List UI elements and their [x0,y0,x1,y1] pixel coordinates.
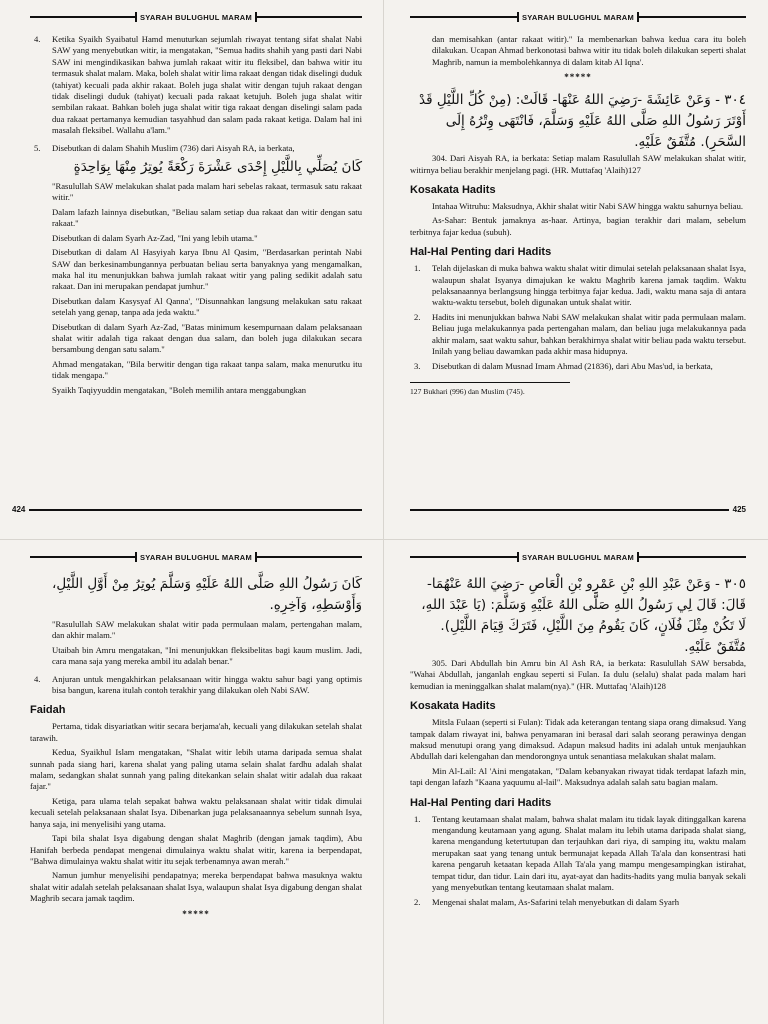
list-item: 4. Ketika Syaikh Syaibatul Hamd menuturkan sejumlah riwayat tentang sifat shalat Nabi SAW yang menyebutkan witir, ia mengatakan, "Semua hadits shahih yang pasti dari Nabi SAW ini mengindikasikan bahwa jumlah rakaat witir itu fleksibel, dan bahwa witir itu termasuk shalat malam. Maka, boleh shalat witir lima rakaat dengan tidak diselingi duduk (tahiyat) kecuali pada akhir rakaat. Boleh juga shalat witir dengan tujuh rakaat dengan tidak diselingi duduk (tahiyat) kecuali pada rakaat ketujuh. Boleh juga shalat witir sembilan rakaat. Bahkan boleh juga shalat witir tiga rakaat dengan diselingi salam pada dua rakaat pertamanya kemudian tasyahhud dan salam pada rakaat ketiga. Dalam hal ini masalah fleksibel. Wallahu a'lam." [34,34,362,136]
hadith-translation: 305. Dari Abdullah bin Amru bin Al Ash RA, ia berkata: Rasulullah SAW bersabda, "Wahai Abdullah, janganlah engkau seperti si Fulan. Ia dulu (selalu) shalat pada malam hari kemudian ia meninggalkan shalat malam(nya)." (HR. Muttafaq 'Alaih)128 [410,658,746,691]
running-header-title: SYARAH BULUGHUL MARAM [521,552,635,562]
running-header [410,548,746,566]
paragraph: Syaikh Taqiyyuddin mengatakan, "Boleh memilih antara menggabungkan [52,384,307,395]
section-heading: Kosakata Hadits [410,184,496,197]
running-header-title: SYARAH BULUGHUL MARAM [139,552,253,562]
arabic-hadith: ٣٠٤ - وَعَنْ عَائِشَةَ -رَضِيَ اللهُ عَنْهَا- قَالَتْ: (مِنْ كُلِّ اللَّيْلِ قَدْ أَوْتَرَ رَسُولُ اللهِ صَلَّى اللهُ عَلَيْهِ وَسَلَّمَ، فَانْتَهَى وِتْرُهُ إِلَى السَّحَرِ). مُتَّفَقٌ عَلَيْهِ. [419,92,746,151]
paragraph: Disebutkan di dalam Syarh Az-Zad, "Batas minimum kesempurnaan dalam pelaksanaan shalat witir adalah tiga rakaat dengan dua salam, dan boleh juga dilakukan secara bersambung dengan satu salam." [52,321,362,355]
list-item: 1. Telah dijelaskan di muka bahwa waktu shalat witir dimulai setelah pelaksanaan shalat Isya, walaupun shalat Isyanya dimajukan ke waktu Maghrib karena jamak taqdim. Waktu pelaksanaannya berlangsung hingga terbitnya fajar kedua. Jadi, waktu mana saja di antara waktu-waktu tersebut, boleh digunakan untuk shalat witir. [414,263,746,308]
running-header [410,8,746,26]
arabic-hadith: كَانَ يُصَلِّي بِاللَّيْلِ إِحْدَى عَشْرَةَ رَكْعَةً يُوتِرُ مِنْهَا بِوَاحِدَةٍ [73,159,362,176]
numbered-list [410,814,746,908]
section-separator: ***** [564,72,592,83]
numbered-list [30,674,362,697]
page-number: 425 [732,505,746,514]
vocabulary-entry: As-Sahar: Bentuk jamaknya as-haar. Artinya, bagian terakhir dari malam, sebelum terbitnya fajar kedua (subuh). [410,215,746,237]
paragraph: Tapi bila shalat Isya digabung dengan shalat Maghrib (dengan jamak taqdim), Abu Hanifah berbeda pendapat mengenai dimulainya waktu shalat witir, karena ia berpendapat, "Bahwa dimulainya waktu shalat witir itu sejak terbenamnya awan merah." [30,833,362,866]
paragraph: Ketiga, para ulama telah sepakat bahwa waktu pelaksanaan shalat witir tidak dimulai kecuali setelah pelaksanaan shalat Isya. Dibenarkan juga pelaksanaannya sebelum sunnah Isya, hanya saja, ini menyelisihi yang utama. [30,795,362,829]
paragraph: Pertama, tidak disyariatkan witir secara berjama'ah, kecuali yang dilakukan setelah shalat tarawih. [30,721,362,743]
vocabulary-entry: Mitsla Fulaan (seperti si Fulan): Tidak ada keterangan tentang siapa orang dimaksud. Yang tampak dalam riwayat ini, bahwa penyamaran ini berasal dari salah seorang perawinya dengan maksud menutupi orang yang dimaksud. Adapun maksud hadits ini adalah untuk menjauhkan Abdullah dari kelengahan dan mendorongnya untuk senantiasa melakukan shalat malam. [410,717,746,762]
list-item: 4. Anjuran untuk mengakhirkan pelaksanaan witir hingga waktu sahur bagi yang optimis bisa bangun, karena itulah contoh terakhir yang dilakukan oleh Nabi SAW. [34,673,362,696]
list-item: 1. Tentang keutamaan shalat malam, bahwa shalat malam itu tidak layak ditinggalkan karena mengandung keutamaan yang agung. Shalat malam itu lebih utama daripada shalat siang, karena mengandung ketertutupan dan terjauhkan dari riya, di samping itu, waktu malam merupakan saat yang tenang untuk bermunajat kepada Allah Ta'ala dan konsentrasi hati karena pengaruh ketaatan kepada Allah Ta'ala yang mampu mengesampingkan istirahat, tempat tidur, dan tidur. Lain dari itu, ayat-ayat dan hadits-hadits yang mulia banyak sekali yang menyebutkan tentang keutamaan shalat malam. [414,813,746,893]
section-separator: ***** [182,908,210,919]
paragraph: Disebutkan di dalam Al Hasyiyah karya Ibnu Al Qasim, "Berdasarkan perintah Nabi SAW dan berkesinambungannya perbuatan beliau serta banyaknya yang mengamalkan, maka hal itu menunjukkan bahwa jumlah rakaat witir yang paling sedikit adalah satu rakaat. Dan ini merupakan pendapat jumhur." [52,247,362,292]
paragraph: Ahmad mengatakan, "Bila berwitir dengan tiga rakaat tanpa salam, maka menurutku itu tidak mengapa." [52,358,362,381]
section-heading: Hal-Hal Penting dari Hadits [410,246,552,259]
list-item: 5. Disebutkan di dalam Shahih Muslim (736) dari Aisyah RA, ia berkata, [34,142,295,153]
paragraph: Disebutkan di dalam Syarh Az-Zad, "Ini yang lebih utama." [52,232,258,243]
running-header-title: SYARAH BULUGHUL MARAM [521,12,635,22]
running-header-title: SYARAH BULUGHUL MARAM [139,12,253,22]
paragraph: Namun jumhur menyelisihi pendapatnya; mereka berpendapat bahwa masuknya waktu shalat witir adalah setelah pelaksanaan shalat Isya, walaupun shalat Isya digabung dengan shalat Maghrib secara jamak taqdim. [30,870,362,904]
paragraph: dan memisahkan (antar rakaat witir)." Ia membenarkan bahwa kedua cara itu boleh dilakukan. Ucapan Ahmad berkonotasi bahwa witir itu tidak boleh dilakukan seperti shalat Maghrib, namun ia membolehkannya di dalam kitab Al Iqna'. [432,34,746,67]
hadith-translation: 304. Dari Aisyah RA, ia berkata: Setiap malam Rasulullah SAW melakukan shalat witir, witirnya beliau berakhir menjelang pagi. (HR. Muttafaq 'Alaih)127 [410,153,746,175]
page-footer [384,505,768,514]
list-item: 2. Hadits ini menunjukkan bahwa Nabi SAW melakukan shalat witir pada permulaan malam. Beliau juga melakukannya pada pertengahan malam, dan beliau juga melakukannya pada akhir malam, saat waktu sahur, bahkan berakhirnya shalat witir beliau pada waktu tersebut. Inilah yang beliau dawamkan pada akhir masa hidupnya. [414,311,746,357]
section-heading: Kosakata Hadits [410,700,496,713]
list-item: 2. Mengenai shalat malam, As-Safarini telah menyebutkan di dalam Syarh [414,896,679,907]
list-item: 3. Disebutkan di dalam Musnad Imam Ahmad (21836), dari Abu Mas'ud, ia berkata, [414,360,713,371]
paragraph: "Rasulullah SAW melakukan shalat pada malam hari sebelas rakaat, termasuk satu rakaat witir." [52,181,362,203]
numbered-list [410,263,746,372]
page-425 [384,0,768,540]
arabic-hadith: كَانَ رَسُولُ اللهِ صَلَّى اللهُ عَلَيْهِ وَسَلَّمَ يُوتِرُ مِنْ أَوَّلِ اللَّيْلِ، وَأَوْسَطِهِ، وَآخِرِهِ. [52,576,362,613]
paragraph: Disebutkan dalam Kasysyaf Al Qanna', "Disunnahkan langsung melakukan satu rakaat setelah yang genap, tanpa ada jeda waktu." [52,295,362,318]
paragraph: Utaibah bin Amru mengatakan, "Ini menunjukkan fleksibelitas bagi kaum muslim. Jadi, cara mana saja yang mereka ambil itu adalah benar." [52,644,362,667]
running-header [30,548,362,566]
page-424 [0,0,384,540]
running-header [30,8,362,26]
page-427 [384,540,768,1024]
section-heading: Hal-Hal Penting dari Hadits [410,796,552,809]
footnote-rule [410,382,570,383]
section-heading: Faidah [30,704,66,717]
arabic-hadith: ٣٠٥ - وَعَنْ عَبْدِ اللهِ بْنِ عَمْرِو بْنِ الْعَاصِ -رَضِيَ اللهُ عَنْهُمَا- قَالَ: قَالَ لِي رَسُولُ اللهِ صَلَّى اللهُ عَلَيْهِ وَسَلَّمَ: (يَا عَبْدَ اللهِ، لَا تَكُنْ مِثْلَ فُلَانٍ، كَانَ يَقُومُ مِنَ اللَّيْلِ، فَتَرَكَ قِيَامَ اللَّيْلِ). مُتَّفَقٌ عَلَيْهِ. [421,576,746,655]
page-426 [0,540,384,1024]
page-footer [0,505,384,514]
paragraph: Kedua, Syaikhul Islam mengatakan, "Shalat witir lebih utama daripada semua shalat sunnah pada siang hari, karena shalat yang paling utama selain shalat fardhu adalah shalat malam, sedangkan shalat sunnah yang paling ditekankan selain shalat witir adalah dua rakaat fajar." [30,747,362,792]
footnote: 127 Bukhari (996) dan Muslim (745). [410,386,525,396]
paragraph: "Rasulullah SAW melakukan shalat witir pada permulaan malam, pertengahan malam, dan akhir malam." [52,619,362,641]
paragraph: Dalam lafazh lainnya disebutkan, "Beliau salam setiap dua rakaat dan witir dengan satu rakaat." [52,206,362,229]
page-number: 424 [12,505,26,514]
vocabulary-entry: Min Al-Lail: Al 'Aini mengatakan, "Dalam kebanyakan riwayat tidak terdapat lafazh min, tapi dengan lafazh "Kaana yaquumu al-lail". Maksudnya adalah salah satu bagian malam. [410,765,746,788]
vocabulary-entry: Intahaa Witruhu: Maksudnya, Akhir shalat witir Nabi SAW hingga waktu sahurnya beliau. [432,201,744,212]
numbered-list [30,34,362,154]
